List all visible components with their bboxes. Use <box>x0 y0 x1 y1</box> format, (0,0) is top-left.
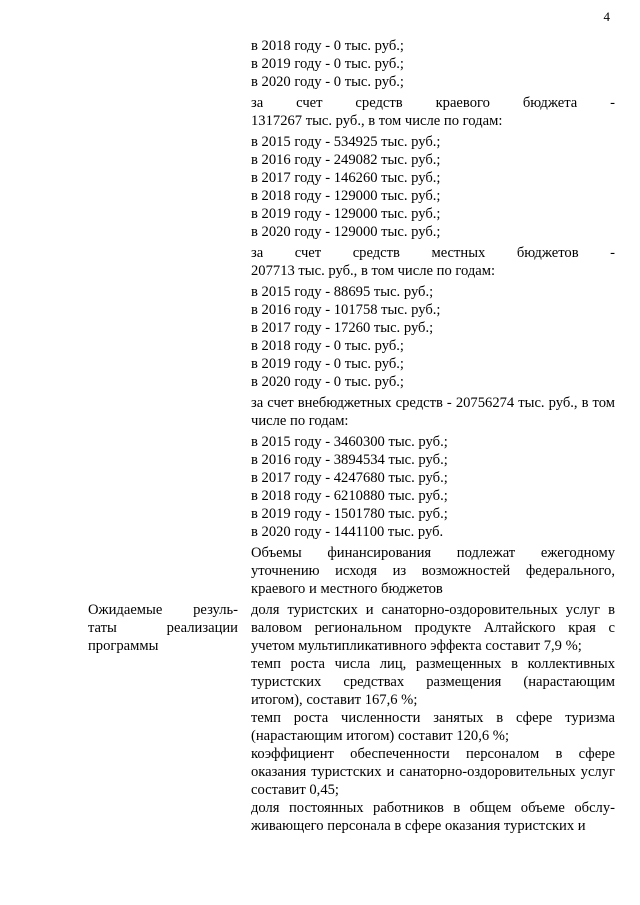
local-year-line: в 2019 году - 0 тыс. руб.; <box>251 356 404 372</box>
results-section <box>251 601 615 835</box>
results-label-cell <box>88 601 238 655</box>
regional-heading-cont: 1317267 тыс. руб., в том числе по годам: <box>251 113 503 129</box>
regional-heading: за счет средств краевого бюджета - <box>251 95 615 111</box>
local-year-line: в 2018 году - 0 тыс. руб.; <box>251 338 404 354</box>
results-label: Ожидаемые резуль-таты реализации программы <box>88 602 238 654</box>
local-heading: за счет средств местных бюджетов - <box>251 245 615 261</box>
page-number: 4 <box>603 9 610 24</box>
regional-year-line: в 2015 году - 534925 тыс. руб.; <box>251 134 441 150</box>
regional-year-line: в 2019 году - 129000 тыс. руб.; <box>251 206 441 222</box>
result-item: темп роста численности занятых в сфере туризма (нарастающим итогом) составит 120,6 %; <box>251 710 615 744</box>
extrabudget-year-line: в 2020 году - 1441100 тыс. руб. <box>251 524 444 540</box>
financing-note: Объемы финансирования подлежат ежегодному уточнению исходя из возможностей федерального, краевого и местного бюджетов <box>251 545 615 597</box>
result-item: доля постоянных работников в общем объеме обслу-живающего персонала в сфере оказания туристских и <box>251 800 615 834</box>
federal-year-line: в 2018 году - 0 тыс. руб.; <box>251 38 404 54</box>
federal-year-line: в 2020 году - 0 тыс. руб.; <box>251 74 404 90</box>
extrabudget-year-line: в 2016 году - 3894534 тыс. руб.; <box>251 452 448 468</box>
extrabudget-year-line: в 2017 году - 4247680 тыс. руб.; <box>251 470 448 486</box>
local-year-line: в 2017 году - 17260 тыс. руб.; <box>251 320 434 336</box>
local-heading-cont: 207713 тыс. руб., в том числе по годам: <box>251 263 496 279</box>
extrabudget-year-line: в 2019 году - 1501780 тыс. руб.; <box>251 506 448 522</box>
local-year-line: в 2020 году - 0 тыс. руб.; <box>251 374 404 390</box>
result-item: коэффициент обеспеченности персоналом в сфере оказания туристских и санаторно-оздоровительных услуг составит 0,45; <box>251 746 615 798</box>
local-year-line: в 2015 году - 88695 тыс. руб.; <box>251 284 434 300</box>
regional-year-line: в 2018 году - 129000 тыс. руб.; <box>251 188 441 204</box>
result-item: доля туристских и санаторно-оздоровительных услуг в валовом региональном продукте Алтайского края с учетом мультипликативного эффекта составит 7,9 %; <box>251 602 615 654</box>
regional-year-line: в 2020 году - 129000 тыс. руб.; <box>251 224 441 240</box>
extrabudget-heading: за счет внебюджетных средств - 20756274 тыс. руб., в том числе по годам: <box>251 395 615 429</box>
extrabudget-year-line: в 2018 году - 6210880 тыс. руб.; <box>251 488 448 504</box>
result-item: темп роста числа лиц, размещенных в коллективных туристских средствах размещения (нарастающим итогом), составит 167,6 %; <box>251 656 615 708</box>
regional-year-line: в 2017 году - 146260 тыс. руб.; <box>251 170 441 186</box>
financing-section <box>251 37 615 598</box>
federal-year-line: в 2019 году - 0 тыс. руб.; <box>251 56 404 72</box>
extrabudget-year-line: в 2015 году - 3460300 тыс. руб.; <box>251 434 448 450</box>
local-year-line: в 2016 году - 101758 тыс. руб.; <box>251 302 441 318</box>
regional-year-line: в 2016 году - 249082 тыс. руб.; <box>251 152 441 168</box>
